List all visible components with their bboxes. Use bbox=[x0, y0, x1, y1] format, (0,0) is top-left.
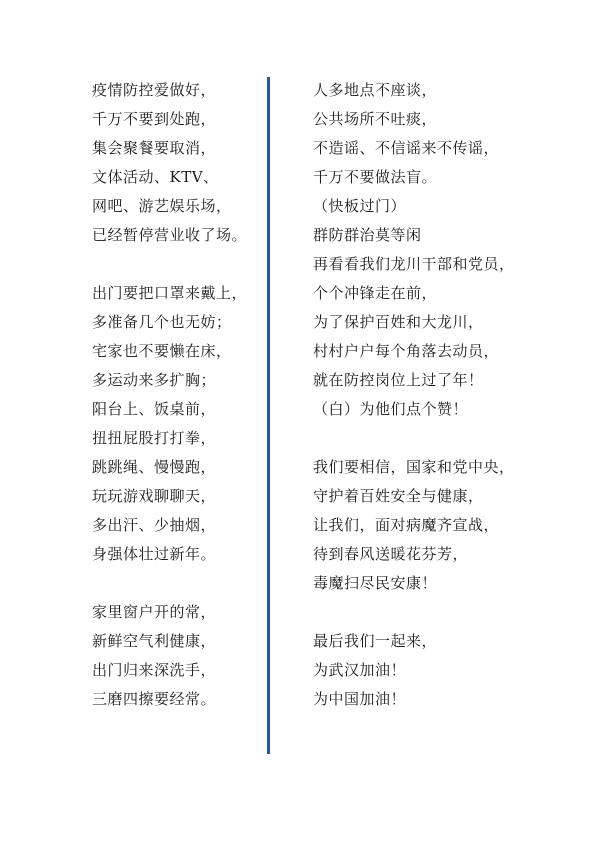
column-divider bbox=[267, 77, 270, 754]
verse-line: 网吧、游艺娱乐场， bbox=[92, 197, 232, 215]
verse-line: 为武汉加油！ bbox=[313, 661, 407, 679]
verse-line: 家里窗户开的常， bbox=[92, 603, 217, 621]
verse-line: 千万不要做法盲。 bbox=[313, 168, 438, 186]
verse-line: 待到春风送暖花芬芳， bbox=[313, 545, 469, 563]
stanza-gap bbox=[313, 424, 543, 453]
verse-line: 不造谣、不信谣来不传谣， bbox=[313, 139, 500, 157]
verse-line: 扭扭屁股打打拳， bbox=[92, 429, 217, 447]
verse-line: 宅家也不要懒在床， bbox=[92, 342, 232, 360]
verse-line: 为中国加油！ bbox=[313, 690, 407, 708]
verse-line: 人多地点不座谈， bbox=[313, 81, 438, 99]
verse-line: （白）为他们点个赞！ bbox=[313, 400, 469, 418]
verse-line: 文体活动、KTV、 bbox=[92, 168, 219, 186]
verse-line: 毒魔扫尽民安康！ bbox=[313, 574, 438, 592]
left-column bbox=[92, 76, 262, 714]
verse-line: 已经暂停营业收了场。 bbox=[92, 226, 248, 244]
verse-line: 就在防控岗位上过了年！ bbox=[313, 371, 484, 389]
verse-line: 让我们，面对病魔齐宣战， bbox=[313, 516, 500, 534]
verse-line: 身强体壮过新年。 bbox=[92, 545, 217, 563]
verse-line: 跳跳绳、慢慢跑， bbox=[92, 458, 217, 476]
right-column bbox=[313, 76, 543, 714]
stanza-gap bbox=[313, 598, 543, 627]
verse-line: 出门要把口罩来戴上， bbox=[92, 284, 248, 302]
stanza-gap bbox=[92, 569, 262, 598]
verse-line: 最后我们一起来， bbox=[313, 632, 438, 650]
verse-line: 新鲜空气利健康， bbox=[92, 632, 217, 650]
verse-line: 公共场所不吐痰， bbox=[313, 110, 438, 128]
verse-line: 阳台上、饭桌前， bbox=[92, 400, 217, 418]
verse-line: 玩玩游戏聊聊天， bbox=[92, 487, 217, 505]
verse-line: 出门归来深洗手， bbox=[92, 661, 217, 679]
verse-line: 集会聚餐要取消， bbox=[92, 139, 217, 157]
verse-line: 个个冲锋走在前， bbox=[313, 284, 438, 302]
verse-line: 村村户户每个角落去动员， bbox=[313, 342, 500, 360]
verse-line: 多出汗、少抽烟， bbox=[92, 516, 217, 534]
verse-line: 多准备几个也无妨； bbox=[92, 313, 232, 331]
verse-line: （快板过门） bbox=[313, 197, 407, 215]
verse-line: 我们要相信，国家和党中央， bbox=[313, 458, 515, 476]
stanza-gap bbox=[92, 250, 262, 279]
verse-line: 多运动来多扩胸； bbox=[92, 371, 217, 389]
verse-line: 群防群治莫等闲 bbox=[313, 226, 422, 244]
verse-line: 再看看我们龙川干部和党员， bbox=[313, 255, 515, 273]
verse-line: 为了保护百姓和大龙川， bbox=[313, 313, 484, 331]
verse-line: 千万不要到处跑， bbox=[92, 110, 217, 128]
verse-line: 三磨四擦要经常。 bbox=[92, 690, 217, 708]
verse-line: 守护着百姓安全与健康， bbox=[313, 487, 484, 505]
verse-line: 疫情防控爱做好， bbox=[92, 81, 217, 99]
